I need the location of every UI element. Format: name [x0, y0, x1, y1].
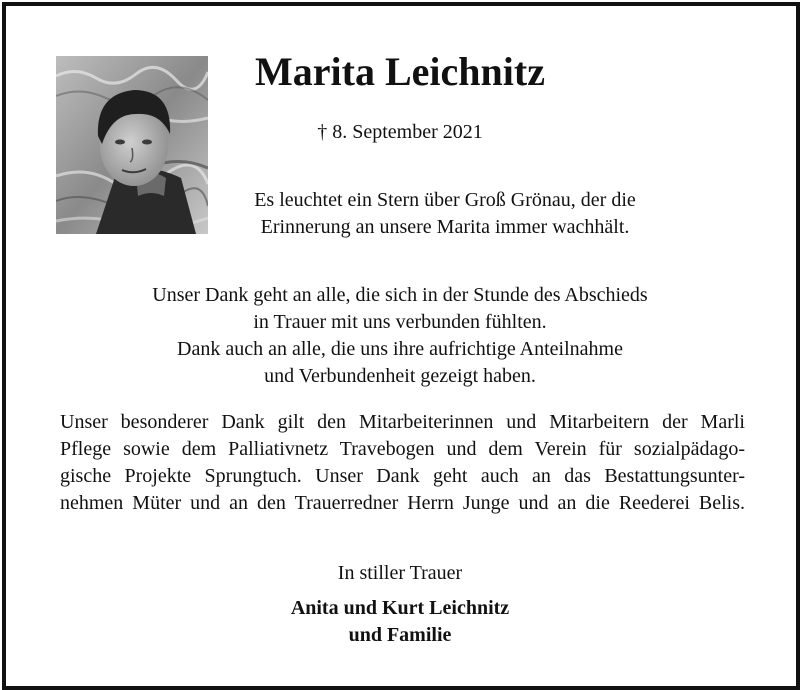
closing-signature: [200, 560, 600, 649]
thanks-line: Unser Dank geht an alle, die sich in der Stunde des Abschieds: [152, 284, 648, 306]
verse-line: Es leuchtet ein Stern über Groß Grönau, der die: [254, 189, 636, 211]
verse-line: Erinnerung an unsere Marita immer wachhält.: [260, 216, 630, 238]
portrait-photo: [56, 56, 208, 234]
death-date: † 8. September 2021: [317, 121, 483, 143]
thanks-line: in Trauer mit uns verbunden fühlten.: [253, 311, 547, 333]
deceased-name: Marita Leichnitz: [255, 49, 545, 94]
closing-intro: In stiller Trauer: [337, 562, 463, 584]
special-thanks-line: nehmen Müter und an den Trauerredner Herrn Junge und an die Reederei Belis.: [60, 492, 745, 514]
thanks-line: und Verbundenheit gezeigt haben.: [264, 365, 536, 387]
thanks-line: Dank auch an alle, die uns ihre aufrichtige Anteilnahme: [177, 338, 623, 360]
special-thanks-line: Unser besonderer Dank gilt den Mitarbeiterinnen und Mitarbeitern der Marli: [60, 411, 745, 433]
signatory-line: und Familie: [348, 624, 452, 646]
special-thanks-line: gische Projekte Sprungtuch. Unser Dank geht auch an das Bestattungsunter-: [60, 465, 745, 487]
special-thanks-line: Pflege sowie dem Palliativnetz Travebogen und dem Verein für sozialpädago-: [60, 438, 745, 460]
memorial-verse: [210, 187, 680, 241]
thanks-paragraph: [60, 282, 740, 390]
special-thanks-paragraph: [60, 409, 745, 517]
signatory-line: Anita und Kurt Leichnitz: [290, 597, 510, 619]
